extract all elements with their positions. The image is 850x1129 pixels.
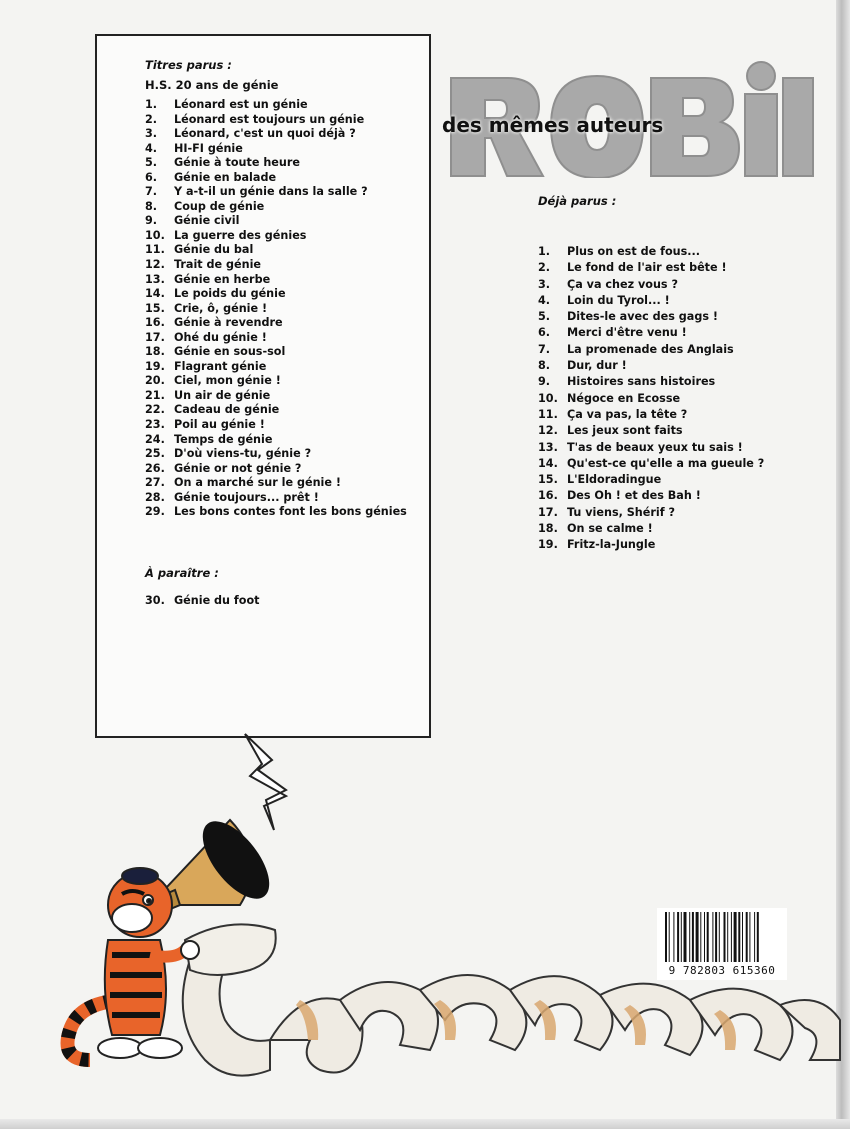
barcode-bar <box>715 912 717 962</box>
item-title: La guerre des génies <box>174 228 307 242</box>
item-title: Le poids du génie <box>174 287 286 301</box>
list-item <box>145 418 445 433</box>
item-title: Poil au génie ! <box>174 418 265 432</box>
item-number: 2. <box>538 261 551 275</box>
list-item <box>145 302 445 317</box>
item-title: Léonard, c'est un quoi déjà ? <box>174 127 356 141</box>
barcode-bar <box>677 912 679 962</box>
item-title: Léonard est toujours un génie <box>174 112 365 126</box>
item-title: On a marché sur le génie ! <box>174 476 341 490</box>
barcode-bar <box>738 912 740 962</box>
item-title: Cadeau de génie <box>174 403 280 417</box>
list-item <box>145 505 445 520</box>
list-item <box>145 374 445 389</box>
item-number: 12. <box>538 424 558 438</box>
item-number: 23. <box>145 418 165 432</box>
barcode-bar <box>727 912 728 962</box>
item-title: On se calme ! <box>567 522 653 536</box>
item-title: Les bons contes font les bons génies <box>174 505 407 519</box>
list-item <box>145 127 445 142</box>
item-number: 2. <box>145 112 158 126</box>
item-number: 13. <box>145 272 165 286</box>
item-number: 16. <box>538 489 558 503</box>
barcode-number: 9 782803 615360 <box>668 964 776 977</box>
list-item <box>145 171 445 186</box>
barcode-bar <box>684 912 687 962</box>
item-title: Qu'est-ce qu'elle a ma gueule ? <box>567 456 765 470</box>
list-item <box>538 374 838 390</box>
a-paraitre-list <box>145 594 445 609</box>
deja-parus-list <box>538 244 838 554</box>
list-item <box>538 342 838 358</box>
item-number: 9. <box>145 214 158 228</box>
robin-series-list <box>538 194 838 554</box>
item-title: Dur, dur ! <box>567 359 627 373</box>
item-number: 10. <box>538 391 558 405</box>
item-title: Génie du foot <box>174 593 260 607</box>
barcode-bar <box>704 912 705 962</box>
item-number: 28. <box>145 490 165 504</box>
item-title: Loin du Tyrol... ! <box>567 293 670 307</box>
item-number: 17. <box>538 505 558 519</box>
list-item <box>145 360 445 375</box>
item-title: Temps de génie <box>174 432 273 446</box>
barcode-bar <box>712 912 713 962</box>
list-item <box>538 358 838 374</box>
item-title: Des Oh ! et des Bah ! <box>567 489 701 503</box>
barcode-bar <box>754 912 755 962</box>
barcode-bar <box>749 912 750 962</box>
list-item <box>538 505 838 521</box>
a-paraitre-label: À paraître : <box>145 565 219 580</box>
item-title: Génie civil <box>174 214 240 228</box>
list-item <box>538 260 838 276</box>
item-number: 14. <box>538 456 558 470</box>
item-title: T'as de beaux yeux tu sais ! <box>567 440 743 454</box>
list-item <box>145 433 445 448</box>
item-number: 9. <box>538 375 551 389</box>
bottom-edge <box>0 1119 850 1129</box>
barcode-bar <box>746 912 748 962</box>
list-item <box>145 258 445 273</box>
item-title: Plus on est de fous... <box>567 245 701 258</box>
barcode-bar <box>707 912 709 962</box>
item-title: Fritz-la-Jungle <box>567 538 656 552</box>
item-number: 17. <box>145 330 165 344</box>
item-number: 26. <box>145 461 165 475</box>
barcode-bar <box>731 912 732 962</box>
upcoming-section <box>145 566 445 609</box>
item-number: 16. <box>145 316 165 330</box>
item-title: Un air de génie <box>174 388 271 402</box>
item-number: 8. <box>538 359 551 373</box>
item-title: Crie, ô, génie ! <box>174 301 268 315</box>
list-item <box>145 316 445 331</box>
item-title: Génie à revendre <box>174 316 283 330</box>
list-item <box>145 462 445 477</box>
item-title: Y a-t-il un génie dans la salle ? <box>174 185 368 199</box>
item-title: Léonard est un génie <box>174 98 308 111</box>
item-title: Génie en balade <box>174 170 277 184</box>
isbn-barcode <box>657 908 787 980</box>
item-number: 30. <box>145 593 165 607</box>
barcode-bar <box>689 912 690 962</box>
list-item <box>145 389 445 404</box>
item-title: D'où viens-tu, génie ? <box>174 447 312 461</box>
barcode-bar <box>692 912 694 962</box>
item-title: La promenade des Anglais <box>567 342 734 356</box>
item-number: 10. <box>145 228 165 242</box>
item-title: Histoires sans histoires <box>567 375 716 389</box>
barcode-bar <box>696 912 699 962</box>
item-number: 12. <box>145 258 165 272</box>
item-number: 6. <box>145 170 158 184</box>
item-number: 7. <box>145 185 158 199</box>
list-item <box>538 488 838 504</box>
list-item <box>145 594 445 609</box>
item-number: 11. <box>538 407 558 421</box>
list-item <box>145 229 445 244</box>
item-title: Ça va pas, la tête ? <box>567 407 688 421</box>
item-number: 5. <box>538 310 551 324</box>
item-number: 27. <box>145 476 165 490</box>
barcode-bar <box>757 912 759 962</box>
list-item <box>538 391 838 407</box>
item-number: 1. <box>538 245 551 258</box>
list-item <box>145 156 445 171</box>
list-item <box>145 113 445 128</box>
item-title: Dites-le avec des gags ! <box>567 310 719 324</box>
item-number: 29. <box>145 505 165 519</box>
barcode-bar <box>665 912 667 962</box>
list-item <box>538 456 838 472</box>
list-item <box>538 407 838 423</box>
item-title: Tu viens, Shérif ? <box>567 505 675 519</box>
item-number: 24. <box>145 432 165 446</box>
barcode-bars <box>665 912 783 962</box>
list-item <box>145 287 445 302</box>
item-number: 7. <box>538 342 551 356</box>
hors-serie-title: H.S. 20 ans de génie <box>145 78 279 92</box>
barcode-bar <box>700 912 701 962</box>
item-number: 20. <box>145 374 165 388</box>
barcode-bar <box>734 912 737 962</box>
item-number: 19. <box>145 359 165 373</box>
item-title: Ciel, mon génie ! <box>174 374 281 388</box>
list-item <box>145 243 445 258</box>
list-item <box>538 325 838 341</box>
item-number: 22. <box>145 403 165 417</box>
item-title: Génie à toute heure <box>174 156 300 170</box>
item-number: 6. <box>538 326 551 340</box>
item-number: 25. <box>145 447 165 461</box>
item-title: Génie du bal <box>174 243 254 257</box>
barcode-bar <box>724 912 726 962</box>
barcode-bar <box>719 912 720 962</box>
list-item <box>145 214 445 229</box>
item-number: 19. <box>538 538 558 552</box>
item-number: 18. <box>538 522 558 536</box>
item-title: Le fond de l'air est bête ! <box>567 261 727 275</box>
list-item <box>145 345 445 360</box>
item-title: Génie or not génie ? <box>174 461 302 475</box>
authors-heading: des mêmes auteurs <box>442 113 664 137</box>
item-title: Ça va chez vous ? <box>567 277 678 291</box>
list-item <box>538 440 838 456</box>
list-item <box>538 521 838 537</box>
item-number: 15. <box>538 473 558 487</box>
item-number: 13. <box>538 440 558 454</box>
list-item <box>538 537 838 553</box>
item-number: 3. <box>538 277 551 291</box>
item-number: 14. <box>145 287 165 301</box>
item-title: Ohé du génie ! <box>174 330 267 344</box>
genie-series-list <box>145 58 445 608</box>
deja-parus-label: Déjà parus : <box>538 194 617 208</box>
list-item <box>538 293 838 309</box>
item-number: 15. <box>145 301 165 315</box>
item-number: 1. <box>145 98 158 111</box>
item-title: HI-FI génie <box>174 141 243 155</box>
item-title: Les jeux sont faits <box>567 424 683 438</box>
list-item <box>145 447 445 462</box>
barcode-bar <box>669 912 670 962</box>
item-number: 3. <box>145 127 158 141</box>
list-item <box>538 472 838 488</box>
list-item <box>145 200 445 215</box>
item-number: 5. <box>145 156 158 170</box>
list-item <box>145 98 445 113</box>
barcode-bar <box>681 912 682 962</box>
item-title: Trait de génie <box>174 258 262 272</box>
item-title: Coup de génie <box>174 199 265 213</box>
list-item <box>145 476 445 491</box>
item-title: Négoce en Ecosse <box>567 391 681 405</box>
item-title: Génie en herbe <box>174 272 271 286</box>
list-item <box>145 273 445 288</box>
item-title: Flagrant génie <box>174 359 267 373</box>
item-title: Génie toujours... prêt ! <box>174 490 319 504</box>
item-number: 21. <box>145 388 165 402</box>
item-number: 4. <box>538 293 551 307</box>
list-item <box>145 331 445 346</box>
item-number: 11. <box>145 243 165 257</box>
list-item <box>145 142 445 157</box>
list-item <box>538 423 838 439</box>
item-number: 8. <box>145 199 158 213</box>
speech-tail <box>245 734 286 830</box>
list-item <box>145 491 445 506</box>
item-number: 18. <box>145 345 165 359</box>
item-number: 4. <box>145 141 158 155</box>
titres-parus-list <box>145 98 445 520</box>
list-item <box>145 403 445 418</box>
item-title: Merci d'être venu ! <box>567 326 687 340</box>
list-item <box>538 277 838 293</box>
item-title: Génie en sous-sol <box>174 345 286 359</box>
item-title: L'Eldoradingue <box>567 473 662 487</box>
barcode-bar <box>742 912 743 962</box>
list-item <box>538 244 838 260</box>
list-item <box>538 309 838 325</box>
barcode-bar <box>673 912 674 962</box>
titres-parus-label: Titres parus : <box>145 58 232 72</box>
list-item <box>145 185 445 200</box>
